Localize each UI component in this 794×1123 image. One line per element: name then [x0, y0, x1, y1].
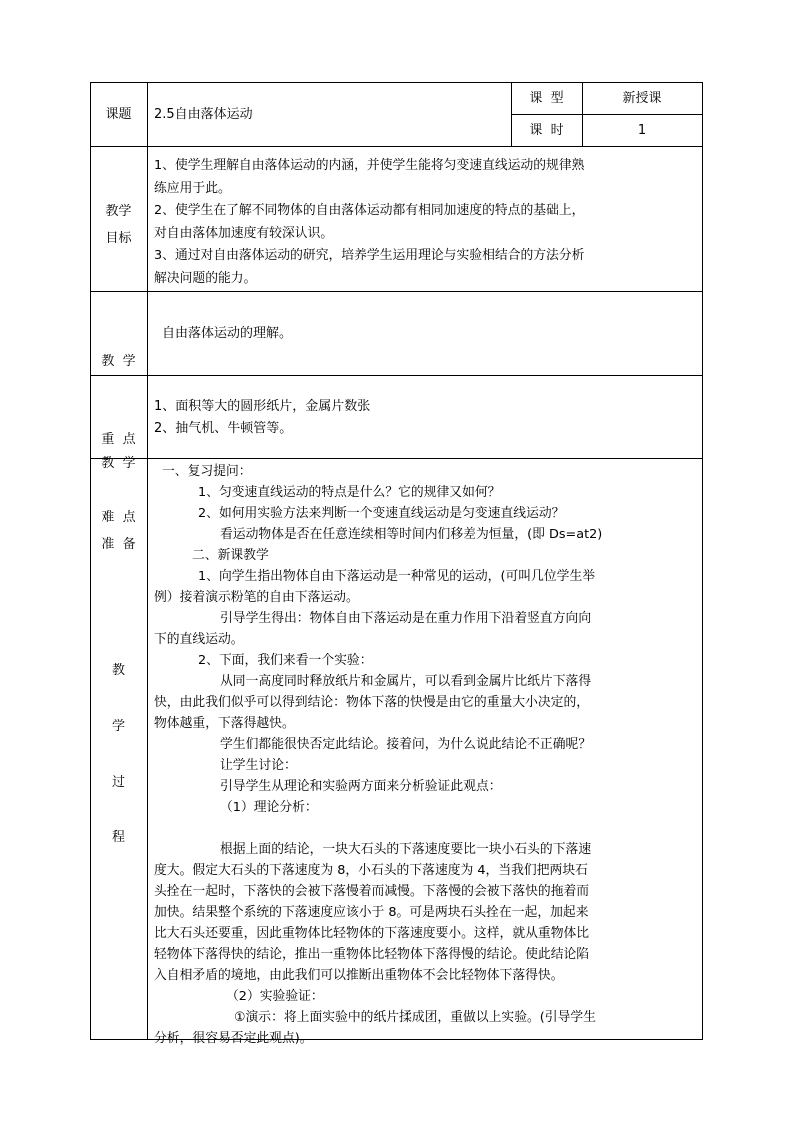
key-points-text: 自由落体运动的理解。	[162, 326, 293, 341]
process-line: 度大。假定大石头的下落速度为 8，小石头的下落速度为 4，当我们把两块石	[154, 863, 588, 878]
key-label-line: 难 点	[101, 510, 136, 525]
process-line: （1）理论分析：	[220, 800, 318, 815]
process-line: 分析，很容易否定此观点)。	[154, 1031, 313, 1046]
process-line: 2、下面，我们来看一个实验：	[198, 653, 373, 668]
process-line: 头拴在一起时，下落快的会被下落慢着而减慢。下落慢的会被下落快的拖着而	[154, 884, 590, 899]
process-line: 一、复习提问：	[162, 464, 252, 479]
table-divider	[90, 458, 703, 459]
goals-line: 2、使学生在了解不同物体的自由落体运动都有相同加速度的特点的基础上，	[154, 203, 585, 218]
preparation-text	[154, 396, 370, 440]
lesson-type-label: 课 型	[529, 91, 564, 106]
table-border-right	[702, 82, 703, 1040]
goals-line: 练应用于此。	[154, 180, 231, 196]
process-text	[154, 461, 695, 1049]
process-line: 看运动物体是否在任意连续相等时间内们移差为恒量，(即 Ds=at2)	[220, 527, 603, 542]
topic-value: 2.5自由落体运动	[154, 107, 253, 122]
class-hours-label: 课 时	[529, 123, 564, 138]
process-line: 学生们都能很快否定此结论。接着问，为什么说此结论不正确呢？	[220, 737, 592, 752]
prep-label-line: 准 备	[101, 537, 136, 552]
process-line: 加快。结果整个系统的下落速度应该小于 8。可是两块石头拴在一起，加起来	[154, 905, 589, 920]
process-line: ①演示：将上面实验中的纸片揉成团，重做以上实验。(引导学生	[234, 1010, 596, 1025]
key-label-line: 重 点	[101, 432, 136, 447]
table-border-top	[90, 82, 703, 83]
topic-label: 课题	[105, 107, 132, 122]
process-label-char: 过	[111, 775, 125, 790]
goals-text	[154, 155, 694, 290]
table-divider	[90, 291, 703, 292]
goals-label-line: 目标	[105, 231, 132, 246]
lesson-plan-table	[90, 82, 703, 1046]
process-line: 引导学生得出：物体自由下落运动是在重力作用下沿着竖直方向向	[220, 611, 592, 626]
goals-line: 3、通过对自由落体运动的研究，培养学生运用理论与实验相结合的方法分析	[154, 248, 585, 263]
table-divider	[90, 375, 703, 376]
process-line: 引导学生从理论和实验两方面来分析验证此观点：	[220, 779, 502, 794]
table-divider	[90, 146, 703, 147]
key-label-line: 教 学	[101, 354, 136, 369]
goals-line: 对自由落体加速度有较深认识。	[154, 225, 334, 241]
class-hours-value: 1	[637, 123, 647, 138]
process-line: 入自相矛盾的境地，由此我们可以推断出重物体不会比轻物体下落得快。	[154, 968, 564, 983]
prep-line: 2、抽气机、牛顿管等。	[154, 421, 293, 436]
process-line: 让学生讨论：	[220, 758, 297, 773]
process-line: 例）接着演示粉笔的自由下落运动。	[154, 590, 359, 605]
goals-line: 解决问题的能力。	[154, 270, 257, 286]
process-line: 轻物体下落得快的结论，推出一重物体比轻物体下落得慢的结论。使此结论陷	[154, 947, 590, 962]
process-line: 1、向学生指出物体自由下落运动是一种常见的运动，(可叫几位学生举	[198, 569, 596, 584]
process-line: 2、如何用实验方法来判断一个变速直线运动是匀变速直线运动？	[198, 506, 565, 521]
process-line: 1、匀变速直线运动的特点是什么？它的规律又如何？	[198, 485, 501, 500]
process-label-char: 程	[111, 830, 125, 845]
preparation-label	[90, 396, 147, 612]
process-line: 从同一高度同时释放纸片和金属片，可以看到金属片比纸片下落得	[220, 674, 592, 689]
lesson-type-value: 新授课	[622, 91, 662, 106]
goals-label	[90, 198, 147, 252]
process-label-char: 学	[111, 719, 125, 734]
process-line: 比大石头还要重，因此重物体比轻物体的下落速度要小。这样，就从重物体比	[154, 926, 590, 941]
process-line: （2）实验验证：	[226, 989, 324, 1004]
table-divider	[511, 114, 703, 115]
prep-label-line: 教 学	[101, 456, 136, 471]
goals-label-line: 教学	[105, 204, 132, 219]
goals-line: 1、使学生理解自由落体运动的内涵，并使学生能将匀变速直线运动的规律熟	[154, 158, 585, 173]
blank-line	[154, 818, 695, 839]
process-line: 二、新课教学	[192, 548, 269, 563]
process-line: 根据上面的结论，一块大石头的下落速度要比一块小石头的下落速	[220, 842, 592, 857]
process-line: 下的直线运动。	[154, 632, 244, 647]
prep-line: 1、面积等大的圆形纸片，金属片数张	[154, 399, 371, 414]
table-divider	[147, 82, 148, 1040]
process-label-char: 教	[111, 663, 125, 678]
process-line: 快，由此我们似乎可以得到结论：物体下落的快慢是由它的重量大小决定的，	[154, 695, 590, 710]
process-line: 物体越重，下落得越快。	[154, 716, 295, 731]
